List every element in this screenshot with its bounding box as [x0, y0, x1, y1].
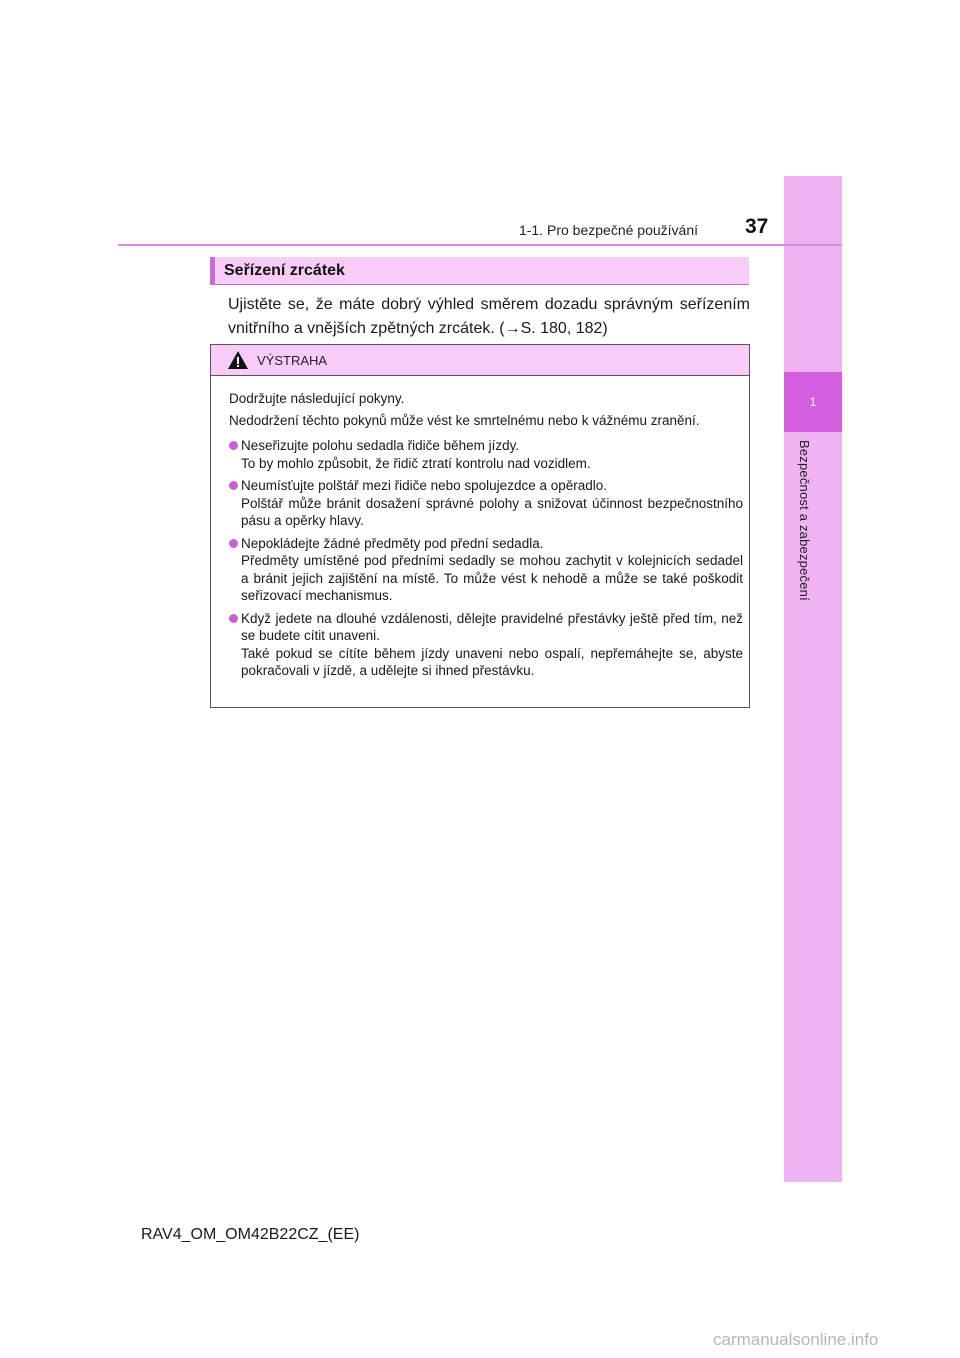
warning-bullet — [229, 610, 743, 680]
bullet-text: Polštář může bránit dosažení správné polohy a snižovat účinnost bezpečnostního pásu a opěrky hlavy. — [241, 495, 743, 528]
section-title: Seřízení zrcátek — [224, 261, 345, 279]
bullet-text: Také pokud se cítíte během jízdy unaveni nebo ospalí, nepřemáhejte se, abyste pokračovali v jízdě, a udělejte si ihned přestávku. — [241, 645, 743, 678]
bullet-dot-icon — [229, 441, 238, 450]
warning-title: VÝSTRAHA — [257, 352, 328, 368]
bullet-heading: Neseřizujte polohu sedadla řidiče během jízdy. — [241, 438, 520, 453]
bullet-text: To by mohlo způsobit, že řidič ztratí kontrolu nad vozidlem. — [241, 455, 591, 471]
sidebar-tab — [784, 176, 842, 1182]
chapter-number: 1 — [809, 395, 817, 409]
bullet-heading: Když jedete na dlouhé vzdálenosti, dělejte pravidelné přestávky ještě před tím, než se budete cítit unaveni. — [241, 610, 743, 643]
warning-box — [210, 344, 750, 708]
document-code: RAV4_OM_OM42B22CZ_(EE) — [141, 1226, 360, 1243]
bullet-dot-icon — [229, 539, 238, 548]
chapter-label: Bezpečnost a zabezpečení — [797, 440, 812, 601]
section-heading — [210, 257, 749, 285]
intro-paragraph: Ujistěte se, že máte dobrý výhled směrem dozadu správným seřízením vnitřního a vnějších zpětných zrcátek. (→S. 180, 182) — [228, 296, 750, 337]
warning-bullet — [229, 535, 743, 605]
header-section-title: 1-1. Pro bezpečné používání — [518, 222, 698, 238]
warning-bullet — [229, 437, 743, 472]
warning-body — [211, 376, 749, 680]
header-divider — [118, 244, 842, 246]
warning-intro-line2: Nedodržení těchto pokynů může vést ke smrtelnému nebo k vážnému zranění. — [229, 412, 700, 428]
warning-intro-line1: Dodržujte následující pokyny. — [229, 391, 405, 406]
watermark: carmanualsonline.info — [713, 1330, 879, 1349]
warning-triangle-icon — [227, 350, 249, 370]
chapter-number-badge — [784, 372, 842, 432]
page-number: 37 — [745, 215, 769, 238]
bullet-heading: Nepokládejte žádné předměty pod přední sedadla. — [241, 535, 544, 551]
warning-bullet — [229, 477, 743, 530]
bullet-dot-icon — [229, 481, 238, 490]
bullet-dot-icon — [229, 614, 238, 623]
bullet-heading: Neumísťujte polštář mezi řidiče nebo spolujezdce a opěradlo. — [241, 478, 608, 493]
warning-header — [211, 345, 749, 376]
bullet-text: Předměty umístěné pod předními sedadly se mohou zachytit v kolejnicích sedadel a bránit jejich zajištění na místě. To může vést k nehodě a může se také poškodit seřizovací mechanismus. — [241, 553, 743, 603]
